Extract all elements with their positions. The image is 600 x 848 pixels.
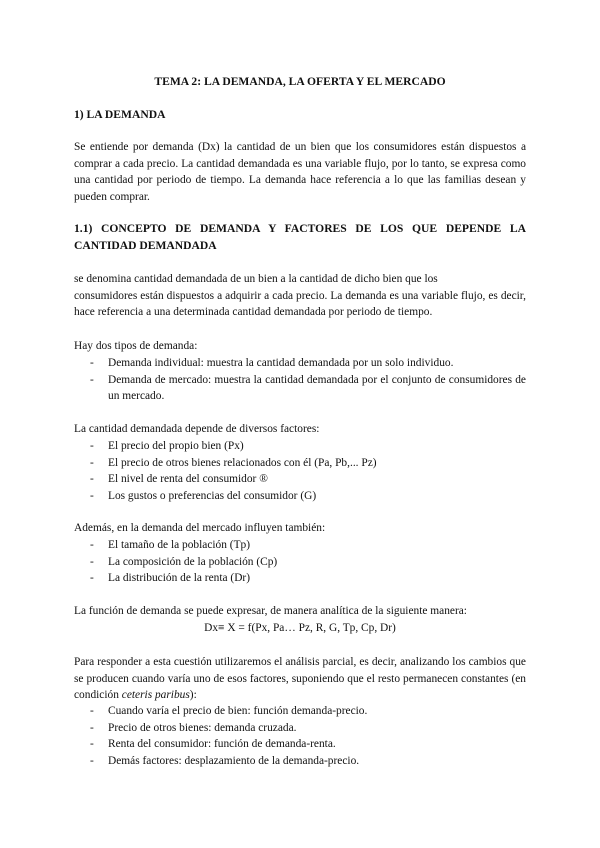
- market-intro: Además, en la demanda del mercado influyen también:: [74, 522, 326, 534]
- paragraph-cantidad-demandada: [74, 271, 526, 321]
- list-item: - Precio de otros bienes: demanda cruzada.: [90, 721, 297, 734]
- section-heading-demanda: 1) LA DEMANDA: [74, 108, 166, 121]
- paragraph-partial-analysis: Para responder a esta cuestión utilizaremos el análisis parcial, es decir, analizando los cambios que se producen cuando varía uno de esos factores, suponiendo que el resto permanecen constantes (en condición ceteris paribus):: [74, 656, 526, 702]
- paragraph-line-1: se denomina cantidad demandada de un bien a la cantidad de dicho bien que los: [74, 273, 438, 285]
- types-intro: Hay dos tipos de demanda:: [74, 340, 198, 352]
- list-item: - La distribución de la renta (Dr): [90, 572, 251, 585]
- ceteris-paribus-text: ceteris paribus: [121, 689, 190, 702]
- paragraph-definition: Se entiende por demanda (Dx) la cantidad de un bien que los consumidores están dispuestos a comprar a cada precio. La cantidad demandada es una variable flujo, por lo tanto, se expresa como una cantidad por periodo de tiempo. La demanda hace referencia a lo que las familias desean y pueden comprar.: [74, 141, 526, 203]
- document-title: TEMA 2: LA DEMANDA, LA OFERTA Y EL MERCADO: [154, 75, 446, 88]
- cases-list: [74, 703, 526, 769]
- list-item: - Demás factores: desplazamiento de la demanda-precio.: [90, 754, 360, 767]
- list-item: - El tamaño de la población (Tp): [90, 539, 251, 551]
- list-item: - El precio del propio bien (Px): [90, 440, 244, 452]
- list-item: - Renta del consumidor: función de demanda-renta.: [90, 738, 336, 751]
- list-item: - Demanda de mercado: muestra la cantidad demandada por el conjunto de consumidores de un mercado.: [90, 373, 526, 403]
- list-item: - El nivel de renta del consumidor ®: [90, 473, 268, 486]
- market-factors-list: [74, 537, 526, 587]
- function-intro: La función de demanda se puede expresar, de manera analítica de la siguiente manera:: [74, 605, 467, 617]
- types-list: [74, 355, 526, 405]
- list-item: - El precio de otros bienes relacionados con él (Pa, Pb,... Pz): [90, 456, 377, 469]
- list-item: - La composición de la población (Cp): [90, 555, 278, 568]
- section-heading-concepto: [74, 221, 526, 255]
- paragraph-rest: consumidores están dispuestos a adquirir a cada precio. La demanda es una variable flujo, es decir, hace referencia a una determinada cantidad demandada por periodo de tiempo.: [74, 289, 526, 319]
- section-heading-line-2: CANTIDAD DEMANDADA: [74, 238, 217, 252]
- list-item: - Cuando varía el precio de bien: función demanda-precio.: [90, 705, 368, 717]
- section-heading-line-1: 1.1) CONCEPTO DE DEMANDA Y FACTORES DE LOS QUE DEPENDE LA: [74, 222, 526, 235]
- demand-formula: Dx≡ X = f(Px, Pa… Pz, R, G, Tp, Cp, Dr): [204, 622, 396, 634]
- factors-intro: La cantidad demandada depende de diversos factores:: [74, 423, 320, 435]
- list-item: - Los gustos o preferencias del consumidor (G): [90, 489, 317, 502]
- factors-list: [74, 438, 526, 504]
- list-item: - Demanda individual: muestra la cantidad demandada por un solo individuo.: [90, 357, 454, 369]
